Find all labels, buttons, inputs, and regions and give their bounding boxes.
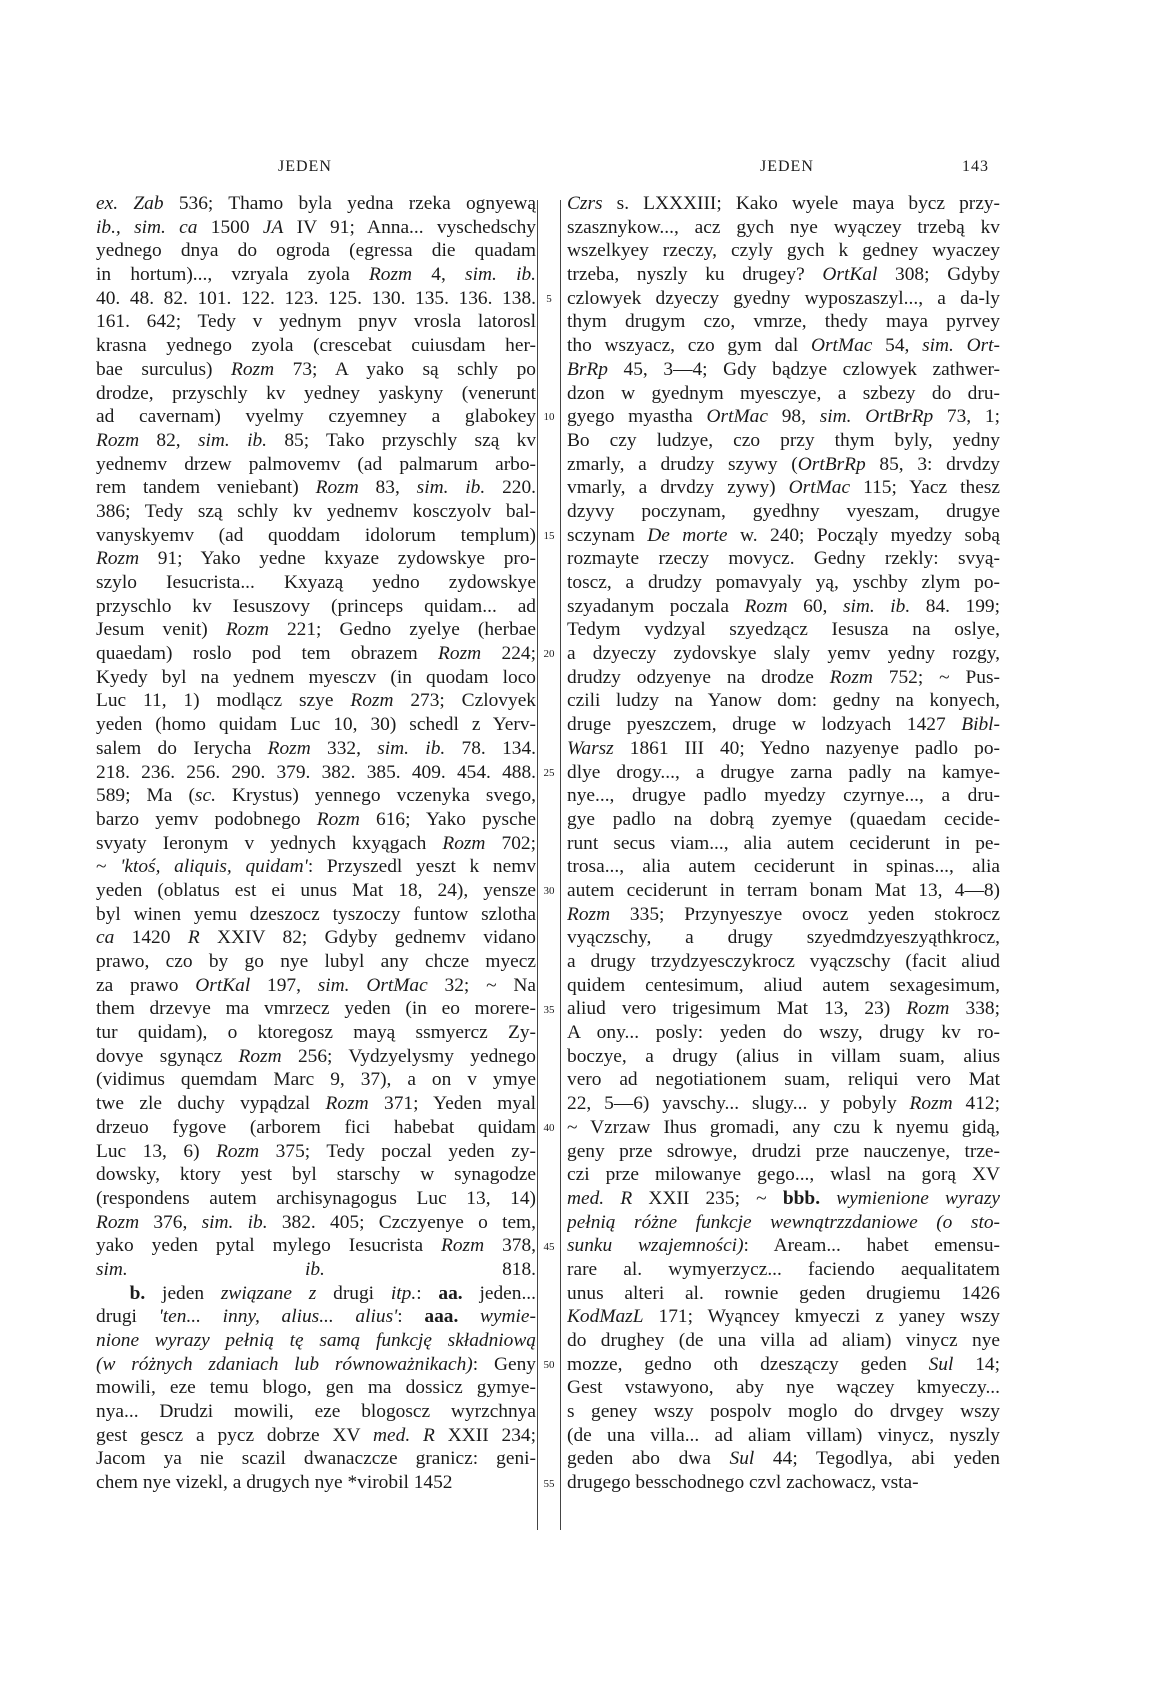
text-line: svyaty Ieronym v yednych kxyągach Rozm 702; bbox=[96, 832, 536, 854]
text-line: gyego myastha OrtMac 98, sim. OrtBrRp 73, 1; bbox=[567, 406, 1000, 428]
text-line: runt secus viam..., alia autem ceciderunt in pe- bbox=[567, 832, 1000, 854]
text-line: (w różnych zdaniach lub równoważnikach): Geny bbox=[96, 1353, 536, 1375]
line-number: 35 bbox=[543, 1003, 555, 1016]
text-line: rem tandem veniebant) Rozm 83, sim. ib. 220. bbox=[96, 477, 536, 499]
text-line: Bo czy ludzye, czo przy thym byly, yedny bbox=[567, 429, 1000, 451]
text-line: them drzevye ma vmrzecz yeden (in eo morere- bbox=[96, 998, 536, 1020]
text-line: med. R XXII 235; ~ bbb. wymienione wyrazy bbox=[567, 1187, 1000, 1209]
text-line: geden abo dwa Sul 44; Tegodlya, abi yeden bbox=[567, 1448, 1000, 1470]
text-line: byl winen yemu dzeszocz tyszoczy funtow szlotha bbox=[96, 903, 536, 925]
text-line: (de una villa... ad aliam villam) vinycz, nyszly bbox=[567, 1424, 1000, 1446]
line-number: 15 bbox=[543, 529, 555, 542]
text-line: krasna yednego zyola (crescebat cuiusdam her- bbox=[96, 335, 536, 357]
right-column bbox=[567, 192, 1000, 1495]
text-line: mozze, gedno oth dzeszączy geden Sul 14; bbox=[567, 1353, 1000, 1375]
line-number: 40 bbox=[543, 1122, 555, 1135]
running-head-left: JEDEN bbox=[278, 158, 332, 175]
text-line: Jacom ya nie scazil dwanaczcze granicz: geni- bbox=[96, 1448, 536, 1470]
text-line: pełnią różne funkcje wewnątrzzdaniowe (o sto- bbox=[567, 1211, 1000, 1233]
text-line: vanyskyemv (ad quoddam idolorum templum) bbox=[96, 524, 536, 546]
text-line: druge pyeszczem, druge w lodzyach 1427 Bibl- bbox=[567, 714, 1000, 736]
text-line: dzon w gyednym myesczye, a szbezy do dru- bbox=[567, 382, 1000, 404]
text-line: 161. 642; Tedy v yednym pnyv vrosla latorosl bbox=[96, 311, 536, 333]
text-line: drodze, przyschly kv yedney yaskyny (venerunt bbox=[96, 382, 536, 404]
column-rule-right bbox=[560, 200, 561, 1530]
text-line: A ony... posly: yeden do wszy, drugy kv ro- bbox=[567, 1022, 1000, 1044]
text-line: aliud vero trigesimum Mat 13, 23) Rozm 338; bbox=[567, 998, 1000, 1020]
text-line: czili ludzy na Yanow dom: gedny na konyech, bbox=[567, 690, 1000, 712]
text-line: nye..., drugye padlo myedzy czyrnye..., a dru- bbox=[567, 785, 1000, 807]
line-number: 5 bbox=[546, 292, 552, 305]
text-line: za prawo OrtKal 197, sim. OrtMac 32; ~ Na bbox=[96, 974, 536, 996]
text-line: geny prze sdrowye, drudzi prze nauczenye, trze- bbox=[567, 1140, 1000, 1162]
text-line: chem nye vizekl, a drugych nye *virobil 1452 bbox=[96, 1472, 453, 1494]
text-line: gest gescz a pycz dobrze XV med. R XXII 234; bbox=[96, 1424, 536, 1446]
text-line: Warsz 1861 III 40; Yedno nazyenye padlo po- bbox=[567, 737, 1000, 759]
text-line: a dzyeczy zydovskye slaly yemv yedny rozgy, bbox=[567, 643, 1000, 665]
text-line: Kyedy byl na yednem myesczv (in quodam loco bbox=[96, 666, 536, 688]
text-line: thym drugym czo, vmrze, thedy maya pyrvey bbox=[567, 311, 1000, 333]
text-line: ad cavernam) vyelmy czyemney a glabokey bbox=[96, 406, 536, 428]
text-line: sunku wzajemności): Aream... habet emensu- bbox=[567, 1235, 1000, 1257]
text-line: in hortum)..., vzryala zyola Rozm 4, sim. ib. bbox=[96, 264, 536, 286]
text-line: 589; Ma (sc. Krystus) yennego vczenyka svego, bbox=[96, 785, 536, 807]
text-line: yednego dnya do ogroda (egressa die quadam bbox=[96, 240, 536, 262]
line-number: 10 bbox=[543, 411, 555, 424]
text-line: ca 1420 R XXIV 82; Gdyby gednemv vidano bbox=[96, 927, 536, 949]
text-line: Luc 11, 1) modląсz szye Rozm 273; Czlovyek bbox=[96, 690, 536, 712]
text-line: quaedam) roslo pod tem obrazem Rozm 224; bbox=[96, 643, 536, 665]
text-line: barzo yemv podobnego Rozm 616; Yako pysche bbox=[96, 808, 536, 830]
line-number: 50 bbox=[543, 1359, 555, 1372]
text-line: KodMazL 171; Wyąncey kmyeczi z yaney wszy bbox=[567, 1306, 1000, 1328]
text-line: szyadanym poczala Rozm 60, sim. ib. 84. 199; bbox=[567, 595, 1000, 617]
text-line: 22, 5—6) yavschy... slugy... y pobyly Rozm 412; bbox=[567, 1093, 1000, 1115]
running-head-right: JEDEN bbox=[760, 158, 814, 175]
text-line: 40. 48. 82. 101. 122. 123. 125. 130. 135. 136. 138. bbox=[96, 287, 536, 309]
line-number: 45 bbox=[543, 1240, 555, 1253]
text-line: Rozm 82, sim. ib. 85; Tako przyschly szą kv bbox=[96, 429, 536, 451]
text-line: nya... Drudzi mowili, eze blogoscz wyrzchnya bbox=[96, 1401, 536, 1423]
text-line: yeden (homo quidam Luc 10, 30) schedl z Yerv- bbox=[96, 714, 536, 736]
text-line: zmarly, a drudzy szywy (OrtBrRp 85, 3: drvdzy bbox=[567, 453, 1000, 475]
text-line: vmarly, a drvdzy zywy) OrtMac 115; Yacz thesz bbox=[567, 477, 1000, 499]
text-line: Luc 13, 6) Rozm 375; Tedy poczal yeden zy- bbox=[96, 1140, 536, 1162]
text-line: Rozm 91; Yako yedne kxyaze zydowskye pro- bbox=[96, 548, 536, 570]
text-line: vero ad negotiationem suam, reliqui vero Mat bbox=[567, 1069, 1000, 1091]
text-line: yako yeden pytal mylego Iesucrista Rozm 378, bbox=[96, 1235, 536, 1257]
text-line: tur quidam), o ktoregosz mayą ssmyercz Zy- bbox=[96, 1022, 536, 1044]
text-line: autem ceciderunt in terram bonam Mat 13, 4—8) bbox=[567, 879, 1000, 901]
text-line: szylo Iesucrista... Kxyazą yedno zydowskye bbox=[96, 572, 536, 593]
text-line: a drugy trzydzyesczykrocz vyączschy (facit aliud bbox=[567, 951, 1000, 972]
text-line: wszelkyey rzeczy, czyly gych k gedney wyaczey bbox=[567, 240, 1000, 262]
text-line: trzeba, nyszly ku drugey? OrtKal 308; Gdyby bbox=[567, 264, 1000, 286]
text-line: ex. Zab 536; Thamo byla yedna rzeka ognyewą bbox=[96, 193, 536, 214]
text-line: prawo, czo by go nye lubyl any chcze myecz bbox=[96, 951, 536, 972]
text-line: salem do Ierycha Rozm 332, sim. ib. 78. 134. bbox=[96, 737, 536, 759]
text-line: s geney wszy pospolv moglo do drvgey wszy bbox=[567, 1401, 1000, 1423]
text-line: yednemv drzew palmovemv (ad palmarum arbo- bbox=[96, 453, 536, 475]
text-line: gye padlo na dobrą zyemye (quaedam cecide- bbox=[567, 808, 1000, 830]
text-line: vyączschy, a drugy szyedmdzyeszyąthkrocz, bbox=[567, 927, 1000, 949]
text-line: nione wyrazy pełnią tę samą funkcję składniową bbox=[96, 1330, 536, 1351]
text-line: trosa..., alia autem ceciderunt in spinas..., alia bbox=[567, 856, 1000, 878]
text-line: quidem centesimum, aliud autem sexagesimum, bbox=[567, 974, 1000, 996]
page-number: 143 bbox=[962, 158, 989, 175]
text-line: BrRp 45, 3—4; Gdy bądzye czlowyek zathwer- bbox=[567, 358, 1000, 380]
text-line: dlye drogy..., a drugye zarna padly na kamye- bbox=[567, 761, 1000, 783]
text-line: dzyvy poczynam, gyedhny vyeszam, drugye bbox=[567, 500, 1000, 522]
text-line: 218. 236. 256. 290. 379. 382. 385. 409. 454. 488. bbox=[96, 761, 536, 783]
line-number: 20 bbox=[543, 648, 555, 661]
text-line: ~ Vzrzaw Ihus gromadi, any czu k nyemu gidą, bbox=[567, 1116, 1000, 1138]
line-number: 55 bbox=[543, 1477, 555, 1490]
text-line: boczye, a drugy (alius in villam suam, alius bbox=[567, 1045, 1000, 1067]
text-line: szasznykow..., acz gych nye wyączey trzebą kv bbox=[567, 216, 1000, 238]
text-line: yeden (oblatus est ei unus Mat 18, 24), yensze bbox=[96, 879, 536, 901]
text-line: drudzy odzyenye na drodze Rozm 752; ~ Pus- bbox=[567, 666, 1000, 688]
text-line: czlowyek dzyeczy gyedny wyposzaszyl..., a da-ly bbox=[567, 287, 1000, 309]
text-line: 386; Tedy szą schly kv yednemv kosczyolv bal- bbox=[96, 500, 536, 522]
text-line: b. jeden związane z drugi itp.: aa. jeden... bbox=[129, 1282, 536, 1304]
text-line: sim. ib. 818. bbox=[96, 1258, 536, 1280]
text-line: przyschlo kv Iesuszovy (princeps quidam... ad bbox=[96, 595, 536, 617]
text-line: Rozm 376, sim. ib. 382. 405; Czczyenye o tem, bbox=[96, 1211, 536, 1233]
text-line: unus alteri al. rownie geden drugiemu 1426 bbox=[567, 1282, 1000, 1304]
text-line: ib., sim. ca 1500 JA IV 91; Anna... vyschedschy bbox=[96, 216, 536, 238]
text-line: Gest vstawyono, aby nye wączey kmyeczy... bbox=[567, 1377, 1000, 1399]
text-line: (respondens autem archisynagogus Luc 13, 14) bbox=[96, 1187, 536, 1209]
text-line: sczynam De morte w. 240; Począly myedzy sobą bbox=[567, 524, 1000, 546]
column-rule-left bbox=[537, 200, 538, 1530]
text-line: bae surculus) Rozm 73; A yako są schly po bbox=[96, 358, 536, 380]
text-line: mowili, eze temu blogo, gen ma dossicz gymye- bbox=[96, 1377, 536, 1399]
text-line: Tedym vydzyal szyedzącz Iesusza na oslye, bbox=[567, 619, 1000, 641]
text-line: twe zle duchy vypądzal Rozm 371; Yeden myal bbox=[96, 1093, 536, 1115]
left-column bbox=[96, 192, 536, 1495]
text-line: tho wszyacz, czo gym dal OrtMac 54, sim. Ort- bbox=[567, 335, 1000, 357]
text-line: drugi 'ten... inny, alius... alius': aaa. wymie- bbox=[96, 1306, 536, 1328]
text-line: toscz, a drudzy pomavyaly yą, yschby zlym po- bbox=[567, 572, 1000, 593]
text-line: do drughey (de una villa ad aliam) vinycz nye bbox=[567, 1330, 1000, 1351]
text-line: ~ 'ktoś, aliquis, quidam': Przyszedl yeszt k nemv bbox=[96, 856, 536, 878]
text-line: Jesum venit) Rozm 221; Gedno zyelye (herbae bbox=[96, 619, 536, 641]
text-line: Rozm 335; Przynyeszye ovocz yeden stokrocz bbox=[567, 903, 1000, 925]
text-line: rozmayte rzeczy movycz. Gedny rzekly: svyą- bbox=[567, 548, 1000, 570]
text-line: Czrs s. LXXXIII; Kako wyele maya bycz przy- bbox=[567, 193, 1000, 214]
text-line: dowsky, ktory yest byl starschy w synagodze bbox=[96, 1164, 536, 1186]
text-line: rare al. wymyerzycz... faciendo aequalitatem bbox=[567, 1258, 1000, 1280]
text-line: czi prze milowanye gego..., wlasl na gorą XV bbox=[567, 1164, 1000, 1186]
line-number: 25 bbox=[543, 766, 555, 779]
text-line: (vidimus quemdam Marc 9, 37), a on v ymye bbox=[96, 1069, 536, 1091]
line-number: 30 bbox=[543, 885, 555, 898]
text-line: drzeuo fygove (arborem fici habebat quidam bbox=[96, 1116, 536, 1138]
text-line: drugego besschodnego czvl zachowacz, vsta- bbox=[567, 1472, 919, 1494]
text-line: dovye sgynącz Rozm 256; Vydzyelysmy yednego bbox=[96, 1045, 536, 1067]
